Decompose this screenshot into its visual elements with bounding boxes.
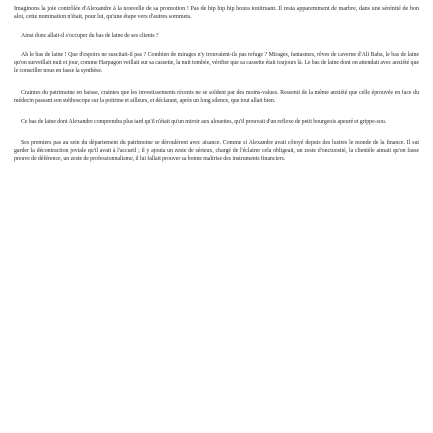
paragraph-6: Ses premiers pas au sein du département du patrimoine se déroulèrent avec aisance. Comme si Alexandre avait côtoyé depuis des lustres le monde de la finance. Il sut garder la décontraction joviale qu'il avait à l'accueil ; il y ajouta un zeste de sérieux, chargé de l'éclairer cela obligeait, un zeste d'onctuosité, la clientèle aimait qu'on fasse preuve de déférence, un zeste de professionnalisme, il lui fallait prouver sa bonne maîtrise des instruments financiers. [14,139,419,163]
spacer [14,21,419,32]
paragraph-3: Ah le bas de laine ! Que d'espoirs ne suscitait-il pas ? Combien de mirages n'y trouvaient-ils pas refuge ? Mirages, fantasmes, rêves de caverne d'Ali Baba, le bas de laine qu'on surveillait nuit et jour, comme Harpagon veillait sur sa cassette, la nuit tombée, vérifier que sa cassette était toujours là. Le bas de laine dont on attendait avec anxiété que le conseiller nous en fasse la synthèse. [14,52,419,75]
paragraph-5: Ce bas de laine dont Alexandre comprendra plus tard qu'il n'était qu'un miroir aux alouettes, qu'il prouvait d'un reflexe de petit bourgeois apeuré et grippe-sou. [21,118,387,125]
spacer [14,126,419,139]
paragraph-2: Ainsi donc allait-il s'occuper du bas de laine de ses clients ? [21,33,159,40]
spacer [14,76,419,89]
paragraph-1: Imaginons la joie contrôlée d'Alexandre à la nouvelle de sa promotion ! Pas de hip hip hip houra tonitruant. Il resta apparemment de marbre, dans une sérénité de bon aloi, cette nomination n'était, pour lui, qu'une étape vers d'autres sommets. [14,6,419,21]
paragraph-4: Craintes du patrimoine en baisse, craintes que les investissements récents ne se soldent par des moins-values. Ressenti de la même anxiété que celle éprouvée en face du médecin passant son stéthoscope sur la poitrine et ailleurs, et déclarant, après un long silence, que tout allait bien. [14,89,419,104]
spacer [14,105,419,118]
spacer [14,40,419,51]
